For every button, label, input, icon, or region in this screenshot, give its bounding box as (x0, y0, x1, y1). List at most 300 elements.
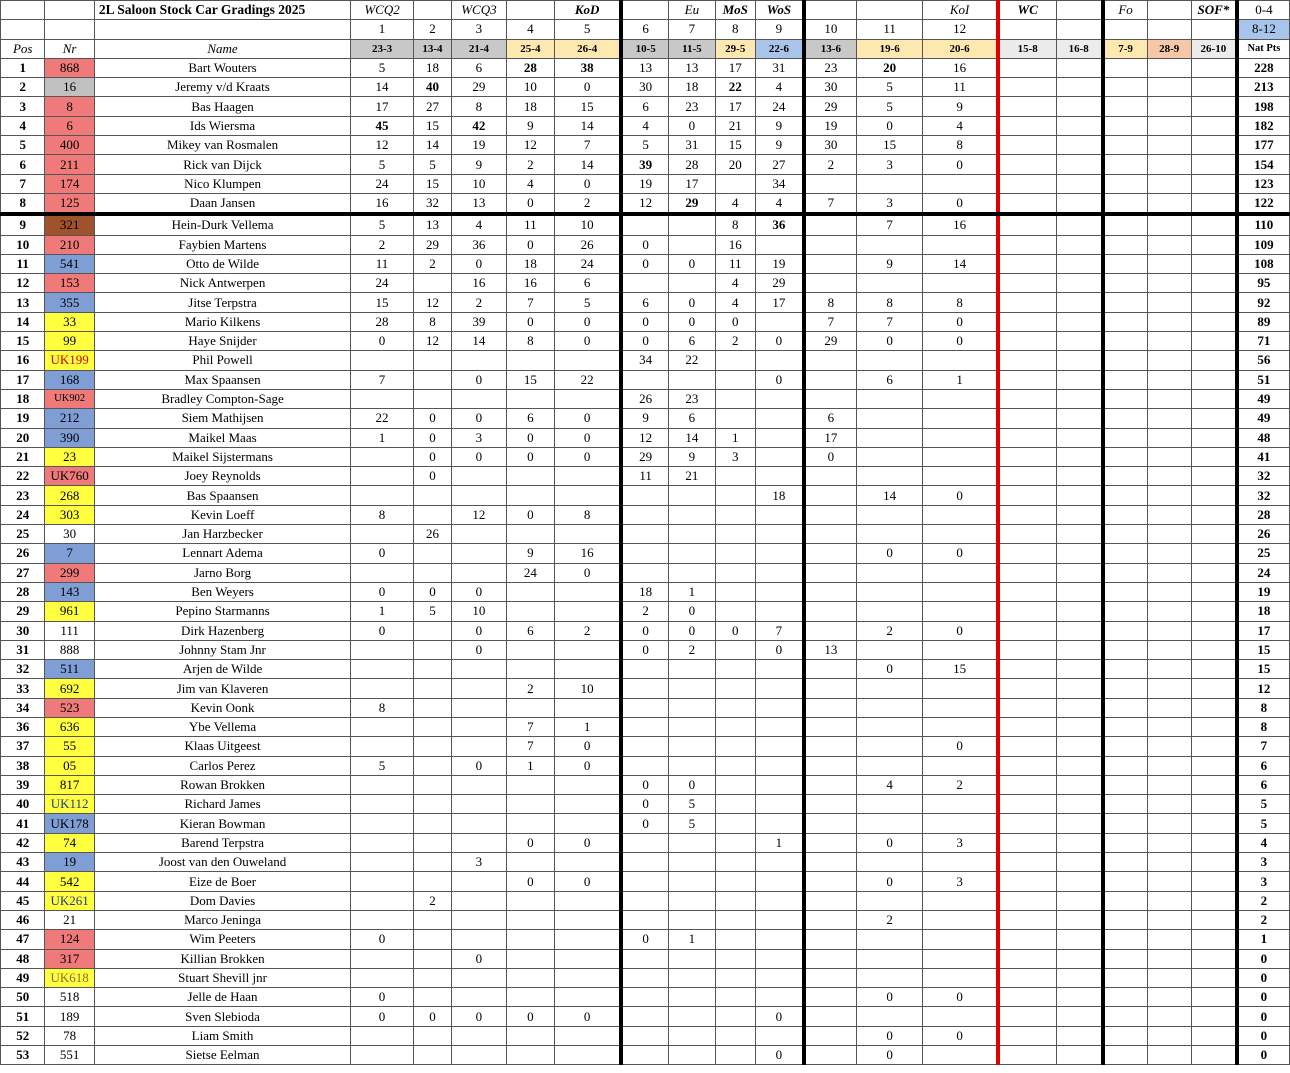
score-cell: 9 (621, 409, 668, 428)
total-points-cell: 6 (1237, 775, 1290, 794)
score-cell: 29 (621, 447, 668, 466)
score-cell (621, 505, 668, 524)
score-cell (1147, 351, 1191, 370)
score-cell: 8 (506, 332, 554, 351)
score-cell (669, 370, 715, 389)
score-cell: 0 (923, 988, 998, 1007)
score-cell (351, 853, 414, 872)
driver-name-cell: Mikey van Rosmalen (94, 136, 350, 155)
score-cell: 0 (715, 312, 755, 331)
score-cell (715, 486, 755, 505)
score-cell: 0 (923, 332, 998, 351)
score-cell (998, 332, 1057, 351)
score-cell: 3 (715, 447, 755, 466)
score-cell: 9 (506, 544, 554, 563)
score-cell (621, 968, 668, 987)
score-cell: 8 (452, 97, 507, 116)
score-cell (923, 235, 998, 254)
score-cell (856, 235, 923, 254)
score-cell (452, 872, 507, 891)
score-cell: 2 (351, 235, 414, 254)
score-cell (555, 949, 622, 968)
score-cell: 0 (506, 235, 554, 254)
event-label: WCQ2 (351, 1, 414, 20)
score-cell (998, 814, 1057, 833)
score-cell (1103, 97, 1147, 116)
score-cell: 11 (506, 214, 554, 235)
score-cell: 0 (621, 332, 668, 351)
round-number: 6 (621, 20, 668, 39)
driver-name-cell: Wim Peeters (94, 930, 350, 949)
score-cell: 0 (555, 872, 622, 891)
driver-name-cell: Bart Wouters (94, 58, 350, 77)
score-cell: 0 (669, 293, 715, 312)
score-cell (413, 544, 451, 563)
score-cell (555, 891, 622, 910)
score-cell (1103, 968, 1147, 987)
score-cell: 0 (452, 1007, 507, 1026)
score-cell (669, 872, 715, 891)
score-cell (856, 930, 923, 949)
table-row (1, 930, 1290, 949)
score-cell (669, 910, 715, 929)
score-cell (1191, 116, 1236, 135)
total-points-cell: 48 (1237, 428, 1290, 447)
score-cell (755, 910, 803, 929)
score-cell (804, 505, 856, 524)
driver-name-cell: Stuart Shevill jnr (94, 968, 350, 987)
table-row (1, 193, 1290, 214)
driver-name-cell: Ybe Vellema (94, 717, 350, 736)
score-cell (669, 737, 715, 756)
score-cell (555, 660, 622, 679)
score-cell: 23 (669, 389, 715, 408)
car-number-cell: 23 (45, 447, 94, 466)
car-number-cell: 153 (45, 274, 94, 293)
table-row (1, 988, 1290, 1007)
score-cell (804, 910, 856, 929)
score-cell (555, 582, 622, 601)
score-cell: 0 (413, 582, 451, 601)
score-cell: 11 (621, 467, 668, 486)
table-row (1, 312, 1290, 331)
score-cell: 0 (856, 988, 923, 1007)
score-cell (1191, 1007, 1236, 1026)
score-cell (998, 988, 1057, 1007)
score-cell (715, 891, 755, 910)
score-cell (923, 409, 998, 428)
position-cell: 26 (1, 544, 45, 563)
score-cell: 0 (621, 235, 668, 254)
driver-name-cell: Jelle de Haan (94, 988, 350, 1007)
score-cell (923, 582, 998, 601)
score-cell: 18 (413, 58, 451, 77)
score-cell (715, 930, 755, 949)
score-cell (998, 602, 1057, 621)
score-cell (1191, 370, 1236, 389)
score-cell: 0 (351, 544, 414, 563)
position-cell: 23 (1, 486, 45, 505)
score-cell: 9 (755, 136, 803, 155)
position-cell: 40 (1, 795, 45, 814)
score-cell (1056, 389, 1102, 408)
score-cell (1147, 775, 1191, 794)
score-cell: 14 (555, 155, 622, 174)
score-cell: 0 (923, 544, 998, 563)
event-label: WoS (755, 1, 803, 20)
score-cell (621, 1026, 668, 1045)
score-cell: 9 (669, 447, 715, 466)
score-cell (506, 988, 554, 1007)
table-row (1, 679, 1290, 698)
score-cell: 34 (755, 174, 803, 193)
score-cell (856, 737, 923, 756)
event-label (413, 1, 451, 20)
car-number-cell: UK199 (45, 351, 94, 370)
car-number-cell: 111 (45, 621, 94, 640)
score-cell: 6 (621, 293, 668, 312)
score-cell (856, 447, 923, 466)
score-cell: 5 (669, 795, 715, 814)
score-cell: 30 (621, 78, 668, 97)
score-cell: 29 (669, 193, 715, 214)
car-number-cell: 189 (45, 1007, 94, 1026)
position-cell: 27 (1, 563, 45, 582)
score-cell (351, 679, 414, 698)
score-cell (413, 814, 451, 833)
table-row (1, 1046, 1290, 1065)
score-cell (1191, 698, 1236, 717)
score-cell: 11 (715, 254, 755, 273)
score-cell (1147, 58, 1191, 77)
score-cell (413, 370, 451, 389)
score-cell (1191, 97, 1236, 116)
score-cell: 13 (413, 214, 451, 235)
score-cell (998, 312, 1057, 331)
position-cell: 13 (1, 293, 45, 312)
score-cell: 23 (669, 97, 715, 116)
score-cell: 3 (452, 853, 507, 872)
score-cell: 6 (506, 621, 554, 640)
score-cell (998, 136, 1057, 155)
score-cell (452, 814, 507, 833)
car-number-cell: 211 (45, 155, 94, 174)
score-cell (1191, 467, 1236, 486)
table-row (1, 116, 1290, 135)
score-cell (413, 274, 451, 293)
score-cell (1191, 582, 1236, 601)
round-number (1103, 20, 1147, 39)
score-cell: 22 (669, 351, 715, 370)
header-nr: Nr (45, 39, 94, 58)
score-cell (555, 640, 622, 659)
score-cell (1191, 660, 1236, 679)
car-number-cell: 400 (45, 136, 94, 155)
round-number (1056, 20, 1102, 39)
score-cell: 31 (755, 58, 803, 77)
driver-name-cell: Jeremy v/d Kraats (94, 78, 350, 97)
score-cell (923, 1046, 998, 1065)
table-row (1, 214, 1290, 235)
score-cell (1147, 78, 1191, 97)
event-date: 16-8 (1056, 39, 1102, 58)
score-cell (998, 293, 1057, 312)
score-cell (1147, 1007, 1191, 1026)
score-cell (1103, 116, 1147, 135)
position-cell: 19 (1, 409, 45, 428)
table-row (1, 525, 1290, 544)
score-cell: 9 (755, 116, 803, 135)
score-cell (669, 756, 715, 775)
table-row (1, 621, 1290, 640)
round-number: 7 (669, 20, 715, 39)
score-cell (1056, 78, 1102, 97)
total-points-cell: 6 (1237, 756, 1290, 775)
score-cell: 0 (621, 930, 668, 949)
car-number-cell: 21 (45, 910, 94, 929)
score-cell (621, 872, 668, 891)
score-cell (804, 872, 856, 891)
driver-name-cell: Rowan Brokken (94, 775, 350, 794)
score-cell: 5 (351, 214, 414, 235)
score-cell (998, 1007, 1057, 1026)
score-cell: 1 (351, 428, 414, 447)
score-cell (804, 891, 856, 910)
score-cell: 0 (755, 640, 803, 659)
position-cell: 37 (1, 737, 45, 756)
score-cell: 0 (923, 621, 998, 640)
score-cell (621, 370, 668, 389)
table-row (1, 389, 1290, 408)
score-cell (506, 698, 554, 717)
score-cell: 6 (669, 409, 715, 428)
score-cell: 5 (351, 155, 414, 174)
score-cell (669, 891, 715, 910)
score-cell: 0 (555, 409, 622, 428)
score-cell (1056, 428, 1102, 447)
score-cell (351, 872, 414, 891)
score-cell (1056, 949, 1102, 968)
score-cell: 0 (856, 332, 923, 351)
driver-name-cell: Jan Harzbecker (94, 525, 350, 544)
score-cell (715, 910, 755, 929)
score-cell (1147, 193, 1191, 214)
total-points-cell: 4 (1237, 833, 1290, 852)
score-cell: 15 (856, 136, 923, 155)
total-points-cell: 2 (1237, 910, 1290, 929)
table-row (1, 467, 1290, 486)
score-cell: 0 (506, 1007, 554, 1026)
score-cell: 1 (669, 930, 715, 949)
score-cell (1147, 891, 1191, 910)
event-label: KoD (555, 1, 622, 20)
score-cell: 5 (856, 78, 923, 97)
score-cell: 15 (715, 136, 755, 155)
score-cell: 5 (413, 602, 451, 621)
score-cell (1103, 254, 1147, 273)
round-number: 11 (856, 20, 923, 39)
driver-name-cell: Eize de Boer (94, 872, 350, 891)
score-cell (1056, 582, 1102, 601)
score-cell: 12 (452, 505, 507, 524)
driver-name-cell: Maikel Maas (94, 428, 350, 447)
total-points-cell: 49 (1237, 389, 1290, 408)
score-cell (1056, 136, 1102, 155)
score-cell: 16 (923, 214, 998, 235)
score-cell: 0 (452, 254, 507, 273)
driver-name-cell: Bradley Compton-Sage (94, 389, 350, 408)
score-cell (856, 351, 923, 370)
car-number-cell: 143 (45, 582, 94, 601)
driver-name-cell: Bas Haagen (94, 97, 350, 116)
score-cell (1103, 312, 1147, 331)
score-cell (1056, 1026, 1102, 1045)
car-number-cell: 174 (45, 174, 94, 193)
corner-cell (1, 20, 45, 39)
score-cell (804, 737, 856, 756)
score-cell (1147, 930, 1191, 949)
driver-name-cell: Joost van den Ouweland (94, 853, 350, 872)
score-cell: 6 (669, 332, 715, 351)
score-cell (1103, 775, 1147, 794)
score-cell (351, 775, 414, 794)
table-row (1, 698, 1290, 717)
driver-name-cell: Ben Weyers (94, 582, 350, 601)
score-cell (1147, 274, 1191, 293)
score-cell (755, 544, 803, 563)
score-cell (1103, 660, 1147, 679)
score-cell: 2 (506, 155, 554, 174)
score-cell (506, 351, 554, 370)
total-points-cell: 213 (1237, 78, 1290, 97)
score-cell (413, 389, 451, 408)
score-cell: 7 (506, 293, 554, 312)
score-cell (923, 351, 998, 370)
score-cell (1147, 660, 1191, 679)
score-cell (1103, 409, 1147, 428)
score-cell: 0 (621, 312, 668, 331)
score-cell: 39 (452, 312, 507, 331)
score-cell (413, 853, 451, 872)
position-cell: 43 (1, 853, 45, 872)
score-cell (856, 795, 923, 814)
score-cell (998, 78, 1057, 97)
event-date: 7-9 (1103, 39, 1147, 58)
driver-name-cell: Carlos Perez (94, 756, 350, 775)
score-cell (804, 949, 856, 968)
score-cell (506, 930, 554, 949)
score-cell: 9 (923, 97, 998, 116)
car-number-cell: 817 (45, 775, 94, 794)
table-row (1, 872, 1290, 891)
score-cell (1056, 254, 1102, 273)
score-cell (1103, 193, 1147, 214)
total-points-cell: 71 (1237, 332, 1290, 351)
score-cell (669, 563, 715, 582)
score-cell (1103, 795, 1147, 814)
score-cell (1056, 293, 1102, 312)
score-cell: 0 (856, 1046, 923, 1065)
car-number-cell: 355 (45, 293, 94, 312)
event-date: 13-4 (413, 39, 451, 58)
driver-name-cell: Sven Slebioda (94, 1007, 350, 1026)
score-cell: 0 (351, 621, 414, 640)
driver-name-cell: Rick van Dijck (94, 155, 350, 174)
event-label: Fo (1103, 1, 1147, 20)
total-points-cell: 123 (1237, 174, 1290, 193)
score-cell: 36 (452, 235, 507, 254)
score-cell (669, 679, 715, 698)
position-cell: 20 (1, 428, 45, 447)
table-row (1, 505, 1290, 524)
score-cell (1056, 640, 1102, 659)
score-cell (669, 717, 715, 736)
score-cell (804, 582, 856, 601)
score-cell: 0 (351, 988, 414, 1007)
score-cell (856, 582, 923, 601)
score-cell (1191, 389, 1236, 408)
event-label (1147, 1, 1191, 20)
event-label: SOF* (1191, 1, 1236, 20)
score-cell (1056, 505, 1102, 524)
driver-name-cell: Hein-Durk Vellema (94, 214, 350, 235)
score-cell (1191, 988, 1236, 1007)
total-points-cell: 51 (1237, 370, 1290, 389)
score-cell (413, 988, 451, 1007)
score-cell: 29 (804, 97, 856, 116)
score-cell (715, 1007, 755, 1026)
score-cell (755, 679, 803, 698)
score-cell (1191, 853, 1236, 872)
score-cell (755, 949, 803, 968)
car-number-cell: 542 (45, 872, 94, 891)
score-cell: 7 (506, 717, 554, 736)
score-cell (998, 467, 1057, 486)
score-cell (452, 737, 507, 756)
position-cell: 11 (1, 254, 45, 273)
event-date: 10-5 (621, 39, 668, 58)
score-cell: 20 (856, 58, 923, 77)
score-cell (804, 544, 856, 563)
table-body (1, 1, 1290, 1065)
score-cell (1147, 370, 1191, 389)
score-cell (998, 525, 1057, 544)
score-cell (923, 525, 998, 544)
score-cell (1103, 930, 1147, 949)
score-cell (506, 968, 554, 987)
score-cell (998, 447, 1057, 466)
score-cell (1147, 988, 1191, 1007)
score-cell (506, 582, 554, 601)
position-cell: 2 (1, 78, 45, 97)
driver-name-cell: Dirk Hazenberg (94, 621, 350, 640)
score-cell (804, 254, 856, 273)
position-cell: 28 (1, 582, 45, 601)
score-cell (856, 274, 923, 293)
score-cell (923, 602, 998, 621)
score-cell: 7 (506, 737, 554, 756)
score-cell (1147, 409, 1191, 428)
driver-name-cell: Pepino Starmanns (94, 602, 350, 621)
total-points-cell: 3 (1237, 853, 1290, 872)
score-cell: 0 (351, 332, 414, 351)
score-cell (715, 988, 755, 1007)
score-cell: 13 (452, 193, 507, 214)
score-cell (1147, 679, 1191, 698)
driver-name-cell: Kevin Loeff (94, 505, 350, 524)
score-cell: 16 (351, 193, 414, 214)
score-cell (351, 949, 414, 968)
